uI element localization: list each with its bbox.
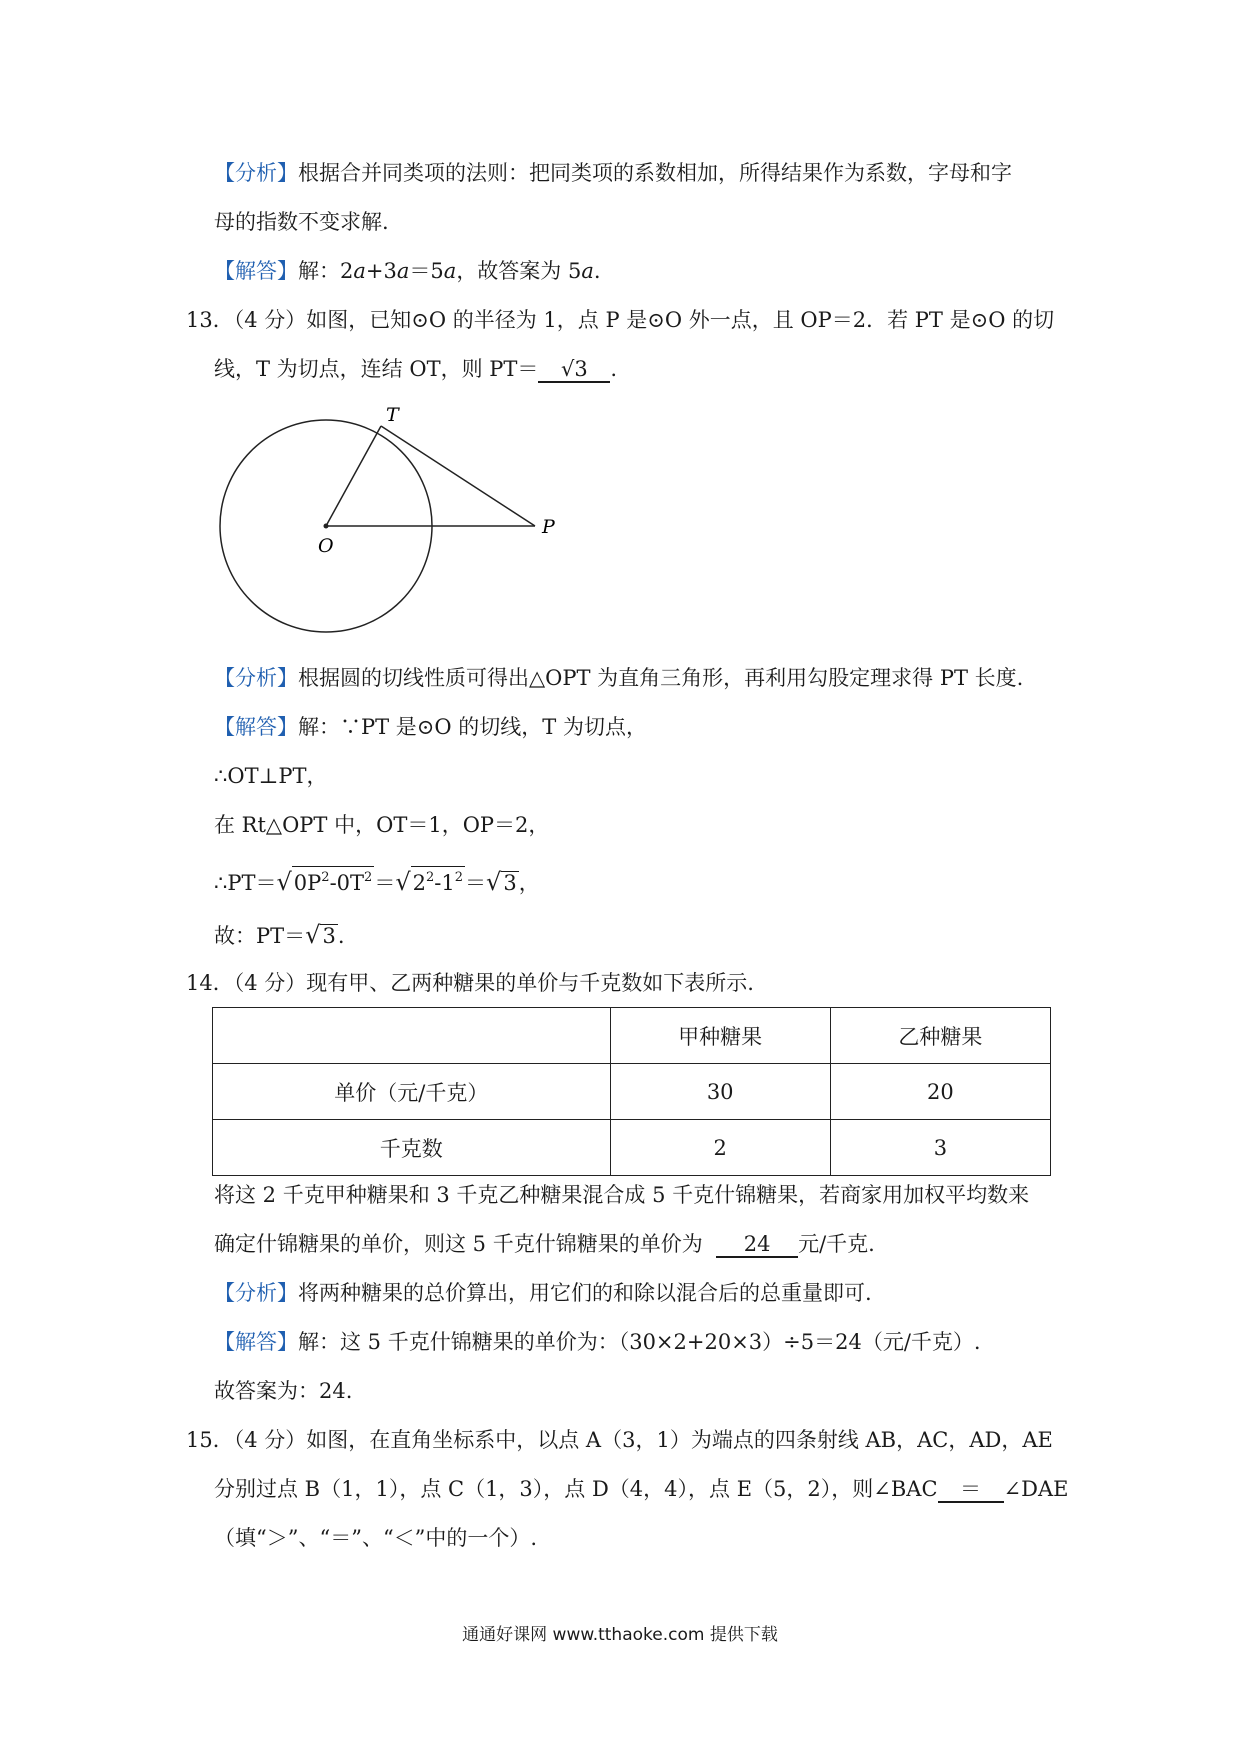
q13-analysis-line (214, 663, 1023, 693)
q14-stem-line-1: 14．（4 分）现有甲、乙两种糖果的单价与千克数如下表所示. (186, 971, 754, 995)
q13-stem-end: . (610, 357, 618, 381)
answer-tag: 【解答】 (214, 259, 298, 283)
q14-stem-line-3 (214, 1229, 875, 1259)
q13-stem-line-2 (214, 354, 617, 384)
segment-ot (326, 426, 381, 526)
candy-table (212, 1007, 1051, 1176)
q13-answer-text: 解：∵PT 是⊙O 的切线，T 为切点， (298, 715, 647, 739)
var-a: a (581, 259, 594, 283)
radicand-term: -0T (329, 871, 365, 895)
q14-answer-text: 解：这 5 千克什锦糖果的单价为：（30×2+20×3）÷5＝24（元/千克）. (298, 1330, 981, 1354)
radicand-1 (292, 866, 375, 894)
q14-stem-text: 确定什锦糖果的单价，则这 5 千克什锦糖果的单价为 (214, 1232, 703, 1256)
q12-answer-part: +3 (365, 259, 397, 283)
table-cell: 2 (610, 1120, 830, 1176)
center-point (324, 524, 329, 529)
table-header-cell: 乙种糖果 (830, 1008, 1050, 1064)
radical-sign: √ (486, 868, 502, 896)
q13-conclusion (214, 920, 345, 951)
q12-analysis-line-2: 母的指数不变求解. (214, 210, 389, 234)
q14-final: 故答案为：24. (214, 1379, 353, 1403)
q13-step3-end: ， (518, 871, 540, 895)
exponent: 2 (454, 870, 464, 885)
radicand-3: 3 (503, 871, 517, 895)
q12-answer-part: ，故答案为 5 (456, 259, 582, 283)
q14-answer-blank: 24 (716, 1232, 798, 1258)
analysis-tag: 【分析】 (214, 161, 298, 185)
segment-pt (381, 426, 535, 526)
q13-conclusion-text: 故：PT＝ (214, 924, 306, 948)
q15-stem-end: ∠DAE (1003, 1477, 1069, 1501)
q15-stem-line-3: （填“＞”、“＝”、“＜”中的一个）. (214, 1526, 538, 1550)
q13-step-2: 在 Rt△OPT 中，OT＝1，OP＝2， (214, 813, 550, 837)
answer-tag: 【解答】 (214, 1330, 298, 1354)
q13-step-1: ∴OT⊥PT， (214, 764, 328, 788)
q14-answer-line (214, 1327, 981, 1357)
q13-conclusion-end: . (337, 924, 345, 948)
q12-answer-part: 解：2 (298, 259, 354, 283)
label-o: O (318, 535, 334, 557)
var-a: a (443, 259, 457, 283)
radicand: 3 (322, 924, 336, 948)
table-cell: 30 (610, 1064, 830, 1120)
table-header-row (213, 1008, 1051, 1064)
q12-answer-part: . (593, 259, 601, 283)
table-cell: 20 (830, 1064, 1050, 1120)
radicand-term: -1 (434, 871, 455, 895)
label-p: P (542, 516, 555, 538)
q14-stem-line-2: 将这 2 千克甲种糖果和 3 千克乙种糖果混合成 5 千克什锦糖果，若商家用加权平均数来 (214, 1183, 1030, 1207)
page-footer: 通通好课网 www.tthaoke.com 提供下载 (462, 1625, 778, 1645)
equals-sign: ＝ (465, 871, 487, 895)
q13-figure (210, 405, 570, 640)
label-t: T (386, 405, 399, 426)
analysis-tag: 【分析】 (214, 1281, 298, 1305)
table-cell: 千克数 (213, 1120, 611, 1176)
q13-answer-blank: √3 (538, 357, 610, 383)
q14-stem-end: 元/千克. (798, 1232, 875, 1256)
exponent: 2 (364, 870, 373, 885)
q15-stem-line-1: 15．（4 分）如图，在直角坐标系中，以点 A（3，1）为端点的四条射线 AB，AC，AD，AE (186, 1428, 1053, 1452)
radical-sign: √ (395, 868, 411, 896)
q13-answer-line (214, 712, 647, 742)
q15-answer-blank: ＝ (938, 1477, 1004, 1503)
table-header-cell (213, 1008, 611, 1064)
radicand-term: 2 (412, 871, 426, 895)
exponent: 2 (321, 870, 330, 885)
table-header-cell: 甲种糖果 (610, 1008, 830, 1064)
equals-sign: ＝ (374, 871, 396, 895)
q13-stem-line-1: 13．（4 分）如图，已知⊙O 的半径为 1，点 P 是⊙O 外一点，且 OP＝2．若 PT 是⊙O 的切 (186, 308, 1055, 332)
var-a: a (353, 259, 366, 283)
table-row (213, 1064, 1051, 1120)
q13-stem-text: 线，T 为切点，连结 OT，则 PT＝ (214, 357, 539, 381)
q12-analysis-line-1 (214, 158, 1012, 188)
q12-answer-line (214, 256, 601, 286)
radicand-2 (411, 866, 465, 894)
q14-analysis-text: 将两种糖果的总价算出，用它们的和除以混合后的总重量即可. (298, 1281, 872, 1305)
table-cell: 3 (830, 1120, 1050, 1176)
radical-sign: √ (276, 868, 292, 896)
table-row (213, 1120, 1051, 1176)
radical-sign: √ (305, 921, 321, 949)
q12-analysis-text-1: 根据合并同类项的法则：把同类项的系数相加，所得结果作为系数，字母和字 (298, 161, 1012, 185)
analysis-tag: 【分析】 (214, 666, 298, 690)
exponent: 2 (426, 870, 435, 885)
q15-stem-line-2 (214, 1474, 1068, 1504)
q14-analysis-line (214, 1278, 872, 1308)
q13-step-3 (214, 866, 540, 898)
q12-answer-part: ＝5 (409, 259, 444, 283)
answer-tag: 【解答】 (214, 715, 298, 739)
q13-step3-text: ∴PT＝ (214, 871, 277, 895)
q13-analysis-text: 根据圆的切线性质可得出△OPT 为直角三角形，再利用勾股定理求得 PT 长度. (298, 666, 1024, 690)
q15-stem-text: 分别过点 B（1，1），点 C（1，3），点 D（4，4），点 E（5，2），则∠BAC (214, 1477, 938, 1501)
var-a: a (396, 259, 410, 283)
table-cell: 单价（元/千克） (213, 1064, 611, 1120)
radicand-term: 0P (293, 871, 322, 895)
